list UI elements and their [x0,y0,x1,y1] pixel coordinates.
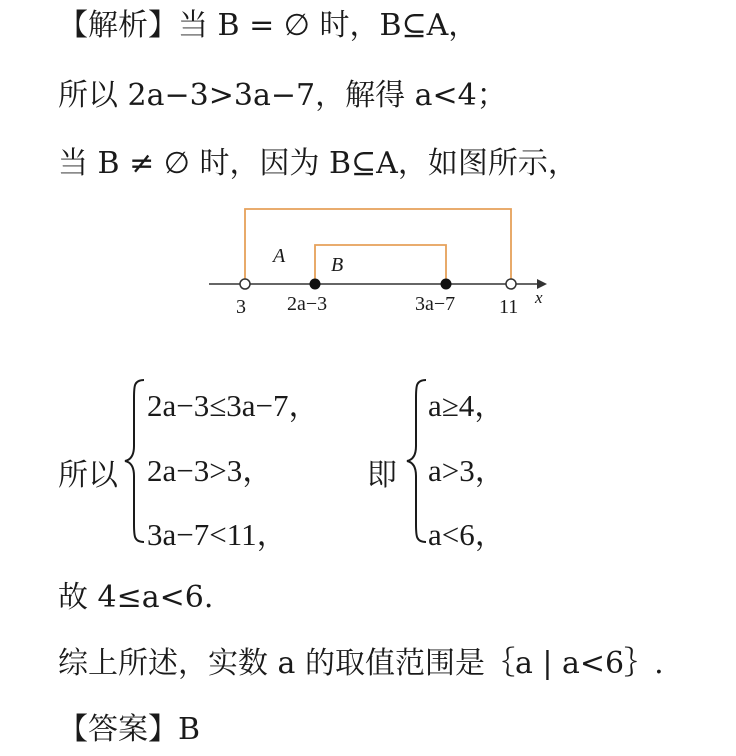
summary-line: 综上所述，实数 a 的取值范围是｛a | a<6｝. [58,646,664,681]
answer-line: 【答案】B [58,712,201,747]
open-point-3 [240,279,250,289]
system-middle-word: 即 [367,458,397,493]
condition-1: 2a−3≤3a−7， [147,388,320,423]
axis-label-x: x [535,288,543,307]
tick-label-11: 11 [499,296,519,318]
tick-label-3a-7: 3a−7 [415,293,456,315]
condition-3: 3a−7<11， [147,517,288,552]
result-2: a>3， [428,453,506,488]
system-prefix: 所以 [58,458,118,493]
left-brace-icon [122,376,148,546]
label-b: B [331,254,344,276]
tick-label-2a-3: 2a−3 [287,293,328,315]
analysis-line-3: 当 B ≠ ∅ 时，因为 B⊆A，如图所示， [58,146,578,181]
solid-point-3a-7 [441,279,452,290]
solid-point-2a-3 [310,279,321,290]
left-brace-icon-2 [404,376,430,546]
analysis-line-1: 【解析】当 B = ∅ 时，B⊆A， [58,8,479,43]
condition-2: 2a−3>3， [147,453,274,488]
tick-label-3: 3 [236,296,246,318]
analysis-line-2: 所以 2a−3>3a−7，解得 a<4； [58,78,507,113]
result-3: a<6， [428,517,506,552]
number-line-diagram [205,205,555,320]
result-1: a≥4， [428,388,506,423]
conclusion-line: 故 4≤a<6. [58,580,214,615]
label-a: A [273,245,286,267]
open-point-11 [506,279,516,289]
